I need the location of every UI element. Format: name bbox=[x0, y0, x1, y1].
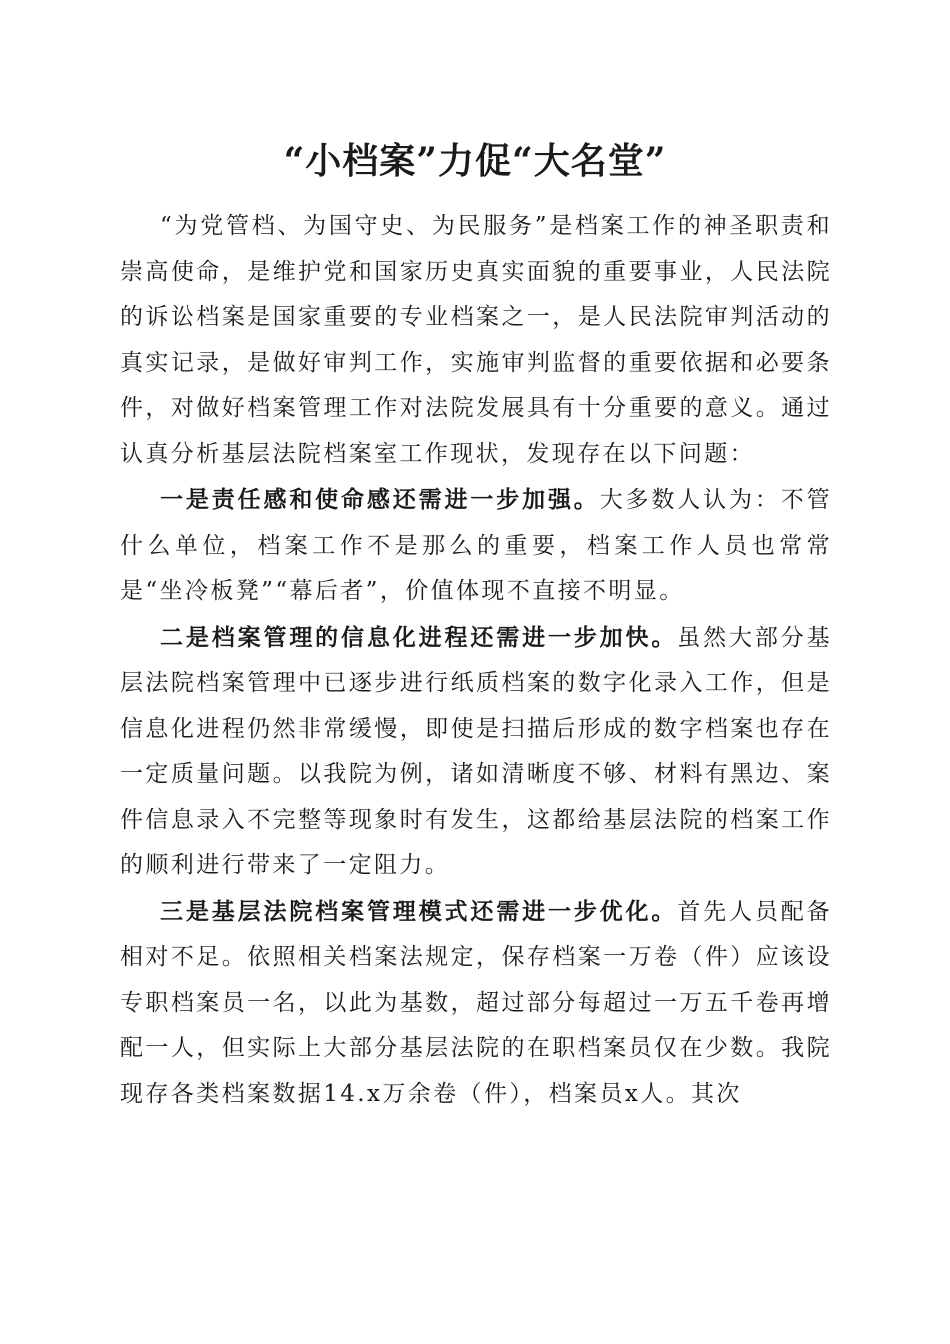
paragraph-lead: 一是责任感和使命感还需进一步加强。 bbox=[160, 486, 600, 513]
paragraph-issue-2 bbox=[120, 615, 832, 889]
paragraph-issue-1 bbox=[120, 477, 832, 615]
paragraph-intro bbox=[120, 204, 832, 477]
paragraph-lead: 二是档案管理的信息化进程还需进一步加快。 bbox=[160, 623, 678, 651]
document-title: “小档案”力促“大名堂” bbox=[283, 140, 667, 182]
paragraph-text: 首先人员配备相对不足。依照相关档案法规定，保存档案一万卷（件）应该设专职档案员一名，以此为基数，超过部分每超过一万五千卷再增配一人，但实际上大部分基层法院的在职档案员仅在少数。我院现存各类档案数据14.x万余卷（件），档案员x人。其次 bbox=[120, 898, 833, 1107]
paragraph-text: 大多数人认为：不管什么单位，档案工作不是那么的重要，档案工作人员也常常是“坐冷板凳”“幕后者”，价值体现不直接不明显。 bbox=[120, 487, 832, 604]
paragraph-issue-3 bbox=[120, 889, 832, 1118]
paragraph-lead: 三是基层法院档案管理模式还需进一步优化。 bbox=[160, 897, 678, 925]
document-body bbox=[120, 204, 832, 1117]
paragraph-text: “为党管档、为国守史、为民服务”是档案工作的神圣职责和崇高使命，是维护党和国家历史真实面貌的重要事业，人民法院的诉讼档案是国家重要的专业档案之一，是人民法院审判活动的真实记录，是做好审判工作，实施审判监督的重要依据和必要条件，对做好档案管理工作对法院发展具有十分重要的意义。通过认真分析基层法院档案室工作现状，发现存在以下问题： bbox=[120, 213, 832, 467]
paragraph-text: 虽然大部分基层法院档案管理中已逐步进行纸质档案的数字化录入工作，但是信息化进程仍然非常缓慢，即使是扫描后形成的数字档案也存在一定质量问题。以我院为例，诸如清晰度不够、材料有黑边、案件信息录入不完整等现象时有发生，这都给基层法院的档案工作的顺利进行带来了一定阻力。 bbox=[120, 624, 833, 878]
